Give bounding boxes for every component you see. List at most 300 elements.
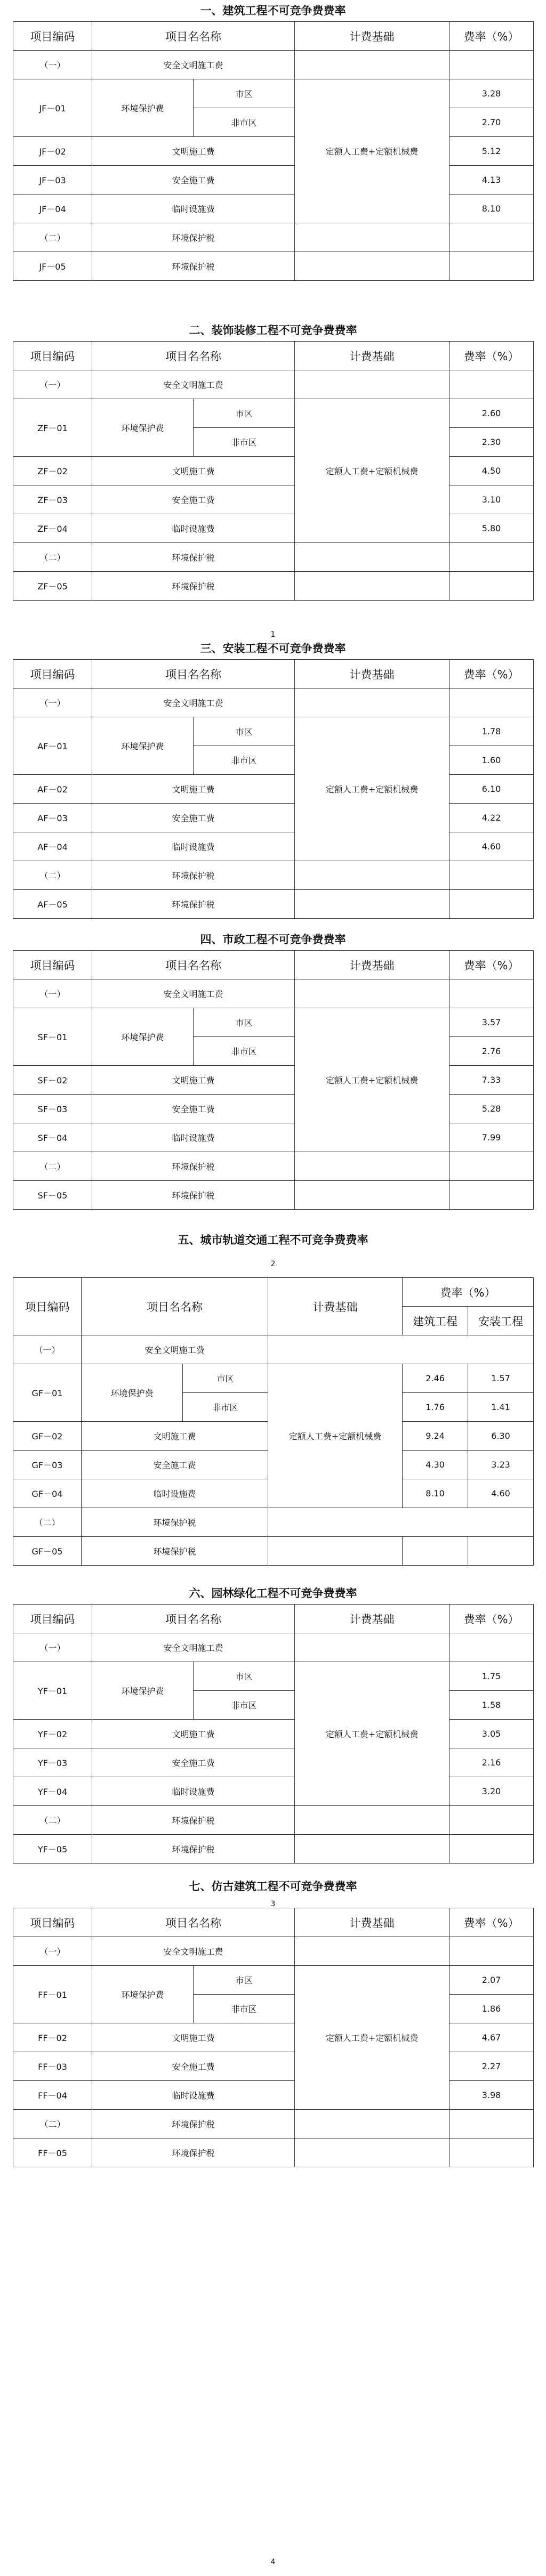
rate-cell xyxy=(449,51,534,79)
sub-item-name: 非市区 xyxy=(183,1393,268,1422)
rate-cell: 1.86 xyxy=(449,1995,534,2023)
item-name: 临时设施费 xyxy=(92,1777,295,1806)
item-name: 文明施工费 xyxy=(92,1720,295,1748)
rate-cell: 3.28 xyxy=(449,79,534,108)
section-title: 四、市政工程不可竞争费费率 xyxy=(200,933,346,946)
table-row xyxy=(13,1777,534,1806)
item-code: （一） xyxy=(13,1633,92,1662)
rate-cell: 5.28 xyxy=(449,1095,534,1123)
rate-cell xyxy=(449,1937,534,1966)
col-rate-header: 费率（%） xyxy=(449,1605,534,1633)
item-code: （一） xyxy=(13,51,92,79)
rate-cell xyxy=(449,2138,534,2167)
page-number: 3 xyxy=(270,1900,276,1908)
table-row xyxy=(13,1633,534,1662)
item-code: SF－01 xyxy=(13,1008,92,1066)
rate-cell: 3.57 xyxy=(449,1008,534,1037)
item-name: 环境保护税 xyxy=(92,2110,295,2138)
item-name: 环境保护费 xyxy=(92,1008,194,1066)
sub-item-name: 市区 xyxy=(194,399,295,428)
rate-cell: 4.50 xyxy=(449,457,534,485)
rate-cell xyxy=(449,979,534,1008)
basis-cell: 定额人工费+定额机械费 xyxy=(295,399,449,543)
item-name: 环境保护税 xyxy=(92,543,295,572)
item-name: 文明施工费 xyxy=(92,137,295,166)
basis-cell xyxy=(295,1835,449,1864)
item-code: AF－05 xyxy=(13,890,92,919)
table-row xyxy=(13,1937,534,1966)
item-name: 安全施工费 xyxy=(92,804,295,832)
rate-cell: 4.67 xyxy=(449,2023,534,2052)
page-number: 2 xyxy=(270,1260,276,1268)
table-row xyxy=(13,195,534,223)
col-name-header: 项目名名称 xyxy=(92,660,295,688)
fee-section xyxy=(13,929,533,1210)
col-code-header: 项目编码 xyxy=(13,1278,82,1335)
item-code: GF－03 xyxy=(13,1451,82,1479)
rate-cell: 1.58 xyxy=(449,1691,534,1720)
item-name: 环境保护税 xyxy=(92,2138,295,2167)
table-row xyxy=(13,890,534,919)
basis-cell xyxy=(295,890,449,919)
sub-item-name: 市区 xyxy=(194,79,295,108)
rate-install-cell: 6.30 xyxy=(468,1422,534,1451)
table-row xyxy=(13,1152,534,1181)
table-row xyxy=(13,572,534,601)
rate-install-cell: 3.23 xyxy=(468,1451,534,1479)
item-code: ZF－03 xyxy=(13,485,92,514)
table-row xyxy=(13,485,534,514)
item-name: 环境保护税 xyxy=(82,1508,268,1537)
item-code: FF－02 xyxy=(13,2023,92,2052)
item-name: 临时设施费 xyxy=(92,832,295,861)
item-name: 环境保护费 xyxy=(92,1966,194,2023)
col-code-header: 项目编码 xyxy=(13,660,92,688)
item-name: 环境保护费 xyxy=(82,1364,183,1422)
item-code: AF－04 xyxy=(13,832,92,861)
table-row xyxy=(13,1364,534,1393)
item-code: AF－02 xyxy=(13,775,92,804)
table-row xyxy=(13,1806,534,1835)
item-code: （二） xyxy=(13,1152,92,1181)
sub-item-name: 市区 xyxy=(194,717,295,746)
rate-cell: 1.60 xyxy=(449,746,534,775)
col-basis-header: 计费基础 xyxy=(295,1908,449,1937)
item-name: 安全文明施工费 xyxy=(92,688,295,717)
rate-cell xyxy=(449,1181,534,1210)
item-code: （二） xyxy=(13,2110,92,2138)
col-install-header: 安装工程 xyxy=(468,1307,534,1335)
item-name: 临时设施费 xyxy=(92,514,295,543)
page-number: 4 xyxy=(270,2558,276,2566)
table-row xyxy=(13,51,534,79)
item-name: 环境保护税 xyxy=(92,1181,295,1210)
item-code: ZF－01 xyxy=(13,399,92,457)
rate-cell xyxy=(449,890,534,919)
item-code: AF－01 xyxy=(13,717,92,775)
table-row xyxy=(13,1662,534,1691)
col-code-header: 项目编码 xyxy=(13,342,92,370)
basis-cell xyxy=(295,979,449,1008)
rate-cell xyxy=(449,1633,534,1662)
rate-cell xyxy=(449,1152,534,1181)
rate-cell: 6.10 xyxy=(449,775,534,804)
basis-cell xyxy=(295,1806,449,1835)
rate-build-cell: 1.76 xyxy=(403,1393,468,1422)
table-row xyxy=(13,979,534,1008)
fee-table xyxy=(13,1908,534,2167)
item-name: 安全文明施工费 xyxy=(92,370,295,399)
table-row xyxy=(13,166,534,195)
basis-cell xyxy=(268,1537,403,1566)
table-row xyxy=(13,1537,534,1566)
item-name: 安全施工费 xyxy=(92,485,295,514)
header-row xyxy=(13,660,534,688)
fee-section xyxy=(13,1583,533,1864)
basis-cell xyxy=(295,1181,449,1210)
table-row xyxy=(13,775,534,804)
rate-cell: 2.27 xyxy=(449,2052,534,2081)
item-code: ZF－02 xyxy=(13,457,92,485)
item-name: 安全施工费 xyxy=(92,2052,295,2081)
rate-cell xyxy=(449,223,534,252)
fee-section xyxy=(13,320,533,601)
rate-cell xyxy=(449,688,534,717)
col-rate-header: 费率（%） xyxy=(403,1278,534,1307)
table-row xyxy=(13,543,534,572)
item-name: 临时设施费 xyxy=(82,1479,268,1508)
col-rate-header: 费率（%） xyxy=(449,1908,534,1937)
item-code: JF－03 xyxy=(13,166,92,195)
sub-item-name: 非市区 xyxy=(194,1691,295,1720)
item-name: 安全文明施工费 xyxy=(92,1937,295,1966)
table-row xyxy=(13,1748,534,1777)
table-row xyxy=(13,832,534,861)
fee-section-rail xyxy=(13,1229,533,1566)
item-name: 环境保护税 xyxy=(92,861,295,890)
item-name: 环境保护税 xyxy=(82,1537,268,1566)
basis-cell: 定额人工费+定额机械费 xyxy=(295,1966,449,2110)
item-name: 临时设施费 xyxy=(92,2081,295,2110)
item-name: 安全文明施工费 xyxy=(92,979,295,1008)
basis-cell xyxy=(295,688,449,717)
item-code: FF－04 xyxy=(13,2081,92,2110)
item-name: 环境保护税 xyxy=(92,1835,295,1864)
table-row xyxy=(13,2052,534,2081)
rate-cell xyxy=(449,1835,534,1864)
rate-cell xyxy=(449,370,534,399)
item-name: 文明施工费 xyxy=(92,1066,295,1095)
table-row xyxy=(13,223,534,252)
basis-cell xyxy=(295,223,449,252)
item-code: SF－03 xyxy=(13,1095,92,1123)
item-code: YF－02 xyxy=(13,1720,92,1748)
item-code: JF－01 xyxy=(13,79,92,137)
fee-table xyxy=(13,1604,534,1864)
col-name-header: 项目名名称 xyxy=(92,342,295,370)
table-row xyxy=(13,399,534,428)
rate-cell: 7.99 xyxy=(449,1123,534,1152)
table-row xyxy=(13,79,534,108)
item-code: SF－04 xyxy=(13,1123,92,1152)
item-code: GF－05 xyxy=(13,1537,82,1566)
item-code: （一） xyxy=(13,370,92,399)
rate-cell xyxy=(449,543,534,572)
rate-install-cell: 1.57 xyxy=(468,1364,534,1393)
table-row xyxy=(13,1835,534,1864)
fee-section xyxy=(13,1876,533,2167)
table-row xyxy=(13,1335,534,1364)
basis-cell xyxy=(295,1633,449,1662)
col-basis-header: 计费基础 xyxy=(295,951,449,979)
rate-build-cell: 4.30 xyxy=(403,1451,468,1479)
basis-cell xyxy=(295,252,449,281)
col-rate-header: 费率（%） xyxy=(449,951,534,979)
rate-build-cell: 2.46 xyxy=(403,1364,468,1393)
item-name: 安全施工费 xyxy=(82,1451,268,1479)
item-code: （二） xyxy=(13,223,92,252)
basis-cell xyxy=(295,2110,449,2138)
item-name: 安全文明施工费 xyxy=(92,1633,295,1662)
table-row xyxy=(13,137,534,166)
sub-item-name: 市区 xyxy=(194,1008,295,1037)
item-code: AF－03 xyxy=(13,804,92,832)
page-number: 1 xyxy=(270,630,276,639)
table-row xyxy=(13,688,534,717)
sub-item-name: 非市区 xyxy=(194,428,295,457)
table-row xyxy=(13,861,534,890)
rate-build-cell: 8.10 xyxy=(403,1479,468,1508)
item-name: 安全施工费 xyxy=(92,1095,295,1123)
rate-cell: 8.10 xyxy=(449,195,534,223)
item-name: 文明施工费 xyxy=(82,1422,268,1451)
table-row xyxy=(13,1008,534,1037)
fee-table xyxy=(13,950,534,1210)
item-name: 文明施工费 xyxy=(92,2023,295,2052)
rate-cell: 7.33 xyxy=(449,1066,534,1095)
rate-cell xyxy=(449,861,534,890)
item-code: （一） xyxy=(13,1937,92,1966)
header-row xyxy=(13,951,534,979)
item-code: （二） xyxy=(13,1508,82,1537)
rate-cell: 3.98 xyxy=(449,2081,534,2110)
sub-item-name: 市区 xyxy=(194,1662,295,1691)
item-code: （二） xyxy=(13,543,92,572)
item-code: FF－03 xyxy=(13,2052,92,2081)
item-code: YF－01 xyxy=(13,1662,92,1720)
col-name-header: 项目名名称 xyxy=(92,22,295,51)
table-row xyxy=(13,2081,534,2110)
item-name: 环境保护费 xyxy=(92,1662,194,1720)
rate-cell: 2.76 xyxy=(449,1037,534,1066)
table-row xyxy=(13,1123,534,1152)
rate-cell xyxy=(449,2110,534,2138)
rate-build-cell: 9.24 xyxy=(403,1422,468,1451)
basis-cell: 定额人工费+定额机械费 xyxy=(268,1364,403,1508)
item-code: JF－05 xyxy=(13,252,92,281)
table-row xyxy=(13,2110,534,2138)
item-name: 安全施工费 xyxy=(92,1748,295,1777)
col-build-header: 建筑工程 xyxy=(403,1307,468,1335)
item-code: SF－05 xyxy=(13,1181,92,1210)
fee-table xyxy=(13,21,534,281)
item-code: GF－04 xyxy=(13,1479,82,1508)
item-name: 环境保护税 xyxy=(92,1152,295,1181)
table-row xyxy=(13,370,534,399)
rate-cell: 5.80 xyxy=(449,514,534,543)
item-code: （一） xyxy=(13,1335,82,1364)
rate-cell: 3.10 xyxy=(449,485,534,514)
col-basis-header: 计费基础 xyxy=(268,1278,403,1335)
item-code: JF－02 xyxy=(13,137,92,166)
section-title: 五、城市轨道交通工程不可竞争费费率 xyxy=(178,1234,368,1246)
rate-cell: 2.70 xyxy=(449,108,534,137)
sub-item-name: 非市区 xyxy=(194,1037,295,1066)
rate-cell: 4.60 xyxy=(449,832,534,861)
basis-cell xyxy=(295,1937,449,1966)
col-rate-header: 费率（%） xyxy=(449,660,534,688)
col-basis-header: 计费基础 xyxy=(295,660,449,688)
basis-cell: 定额人工费+定额机械费 xyxy=(295,79,449,223)
header-row xyxy=(13,1278,534,1307)
fee-table xyxy=(13,341,534,601)
basis-cell: 定额人工费+定额机械费 xyxy=(295,717,449,861)
basis-cell xyxy=(295,2138,449,2167)
rate-cell: 2.07 xyxy=(449,1966,534,1995)
fee-section xyxy=(13,0,533,281)
rate-cell: 3.20 xyxy=(449,1777,534,1806)
basis-cell xyxy=(295,51,449,79)
item-code: FF－05 xyxy=(13,2138,92,2167)
rate-cell: 1.75 xyxy=(449,1662,534,1691)
header-row xyxy=(13,1605,534,1633)
header-row xyxy=(13,342,534,370)
item-name: 环境保护税 xyxy=(92,252,295,281)
sub-item-name: 非市区 xyxy=(194,1995,295,2023)
sub-item-name: 非市区 xyxy=(194,108,295,137)
basis-cell: 定额人工费+定额机械费 xyxy=(295,1662,449,1806)
item-code: GF－01 xyxy=(13,1364,82,1422)
item-name: 临时设施费 xyxy=(92,1123,295,1152)
item-name: 环境保护费 xyxy=(92,399,194,457)
rate-cell: 4.13 xyxy=(449,166,534,195)
item-name: 文明施工费 xyxy=(92,775,295,804)
table-row xyxy=(13,1508,534,1537)
basis-cell xyxy=(295,1152,449,1181)
basis-cell xyxy=(295,861,449,890)
item-name: 环境保护费 xyxy=(92,79,194,137)
section-title: 三、安装工程不可竞争费费率 xyxy=(200,642,346,655)
col-code-header: 项目编码 xyxy=(13,22,92,51)
item-code: FF－01 xyxy=(13,1966,92,2023)
section-title: 二、装饰装修工程不可竞争费费率 xyxy=(189,324,357,337)
table-row xyxy=(13,457,534,485)
rate-install-cell xyxy=(468,1537,534,1566)
header-row xyxy=(13,22,534,51)
col-code-header: 项目编码 xyxy=(13,1908,92,1937)
table-row xyxy=(13,717,534,746)
col-name-header: 项目名名称 xyxy=(92,951,295,979)
basis-cell: 定额人工费+定额机械费 xyxy=(295,1008,449,1152)
item-name: 安全文明施工费 xyxy=(92,51,295,79)
item-code: （一） xyxy=(13,688,92,717)
rate-cell: 2.30 xyxy=(449,428,534,457)
basis-cell xyxy=(295,370,449,399)
rate-cell: 2.16 xyxy=(449,1748,534,1777)
item-code: YF－03 xyxy=(13,1748,92,1777)
col-basis-header: 计费基础 xyxy=(295,342,449,370)
fee-table xyxy=(13,1277,534,1566)
col-name-header: 项目名名称 xyxy=(92,1605,295,1633)
item-code: （一） xyxy=(13,979,92,1008)
item-name: 安全施工费 xyxy=(92,166,295,195)
item-name: 环境保护税 xyxy=(92,890,295,919)
section-title: 六、园林绿化工程不可竞争费费率 xyxy=(189,1587,357,1600)
basis-cell xyxy=(268,1335,534,1364)
col-name-header: 项目名名称 xyxy=(82,1278,268,1335)
rate-cell: 4.22 xyxy=(449,804,534,832)
table-row xyxy=(13,2138,534,2167)
fee-table xyxy=(13,659,534,919)
item-code: ZF－04 xyxy=(13,514,92,543)
item-name: 环境保护费 xyxy=(92,717,194,775)
rate-install-cell: 1.41 xyxy=(468,1393,534,1422)
table-row xyxy=(13,1966,534,1995)
item-code: SF－02 xyxy=(13,1066,92,1095)
item-name: 文明施工费 xyxy=(92,457,295,485)
item-code: ZF－05 xyxy=(13,572,92,601)
item-name: 环境保护税 xyxy=(92,572,295,601)
item-name: 环境保护税 xyxy=(92,223,295,252)
col-basis-header: 计费基础 xyxy=(295,1605,449,1633)
fee-section xyxy=(13,638,533,919)
col-name-header: 项目名名称 xyxy=(92,1908,295,1937)
basis-cell xyxy=(268,1508,534,1537)
col-code-header: 项目编码 xyxy=(13,1605,92,1633)
item-code: GF－02 xyxy=(13,1422,82,1451)
table-row xyxy=(13,252,534,281)
rate-build-cell xyxy=(403,1537,468,1566)
item-code: JF－04 xyxy=(13,195,92,223)
col-rate-header: 费率（%） xyxy=(449,342,534,370)
item-name: 安全文明施工费 xyxy=(82,1335,268,1364)
item-code: （二） xyxy=(13,1806,92,1835)
rate-cell: 2.60 xyxy=(449,399,534,428)
table-row xyxy=(13,514,534,543)
rate-cell: 5.12 xyxy=(449,137,534,166)
table-row xyxy=(13,1095,534,1123)
col-rate-header: 费率（%） xyxy=(449,22,534,51)
rate-cell xyxy=(449,572,534,601)
basis-cell xyxy=(295,572,449,601)
item-name: 临时设施费 xyxy=(92,195,295,223)
basis-cell xyxy=(295,543,449,572)
header-row xyxy=(13,1908,534,1937)
sub-item-name: 非市区 xyxy=(194,746,295,775)
table-row xyxy=(13,804,534,832)
rate-cell: 3.05 xyxy=(449,1720,534,1748)
sub-item-name: 市区 xyxy=(183,1364,268,1393)
item-code: YF－04 xyxy=(13,1777,92,1806)
item-name: 环境保护税 xyxy=(92,1806,295,1835)
item-code: YF－05 xyxy=(13,1835,92,1864)
table-row xyxy=(13,2023,534,2052)
section-title: 一、建筑工程不可竞争费费率 xyxy=(200,4,346,17)
col-basis-header: 计费基础 xyxy=(295,22,449,51)
table-row xyxy=(13,1720,534,1748)
section-title: 七、仿古建筑工程不可竞争费费率 xyxy=(189,1880,357,1893)
col-code-header: 项目编码 xyxy=(13,951,92,979)
